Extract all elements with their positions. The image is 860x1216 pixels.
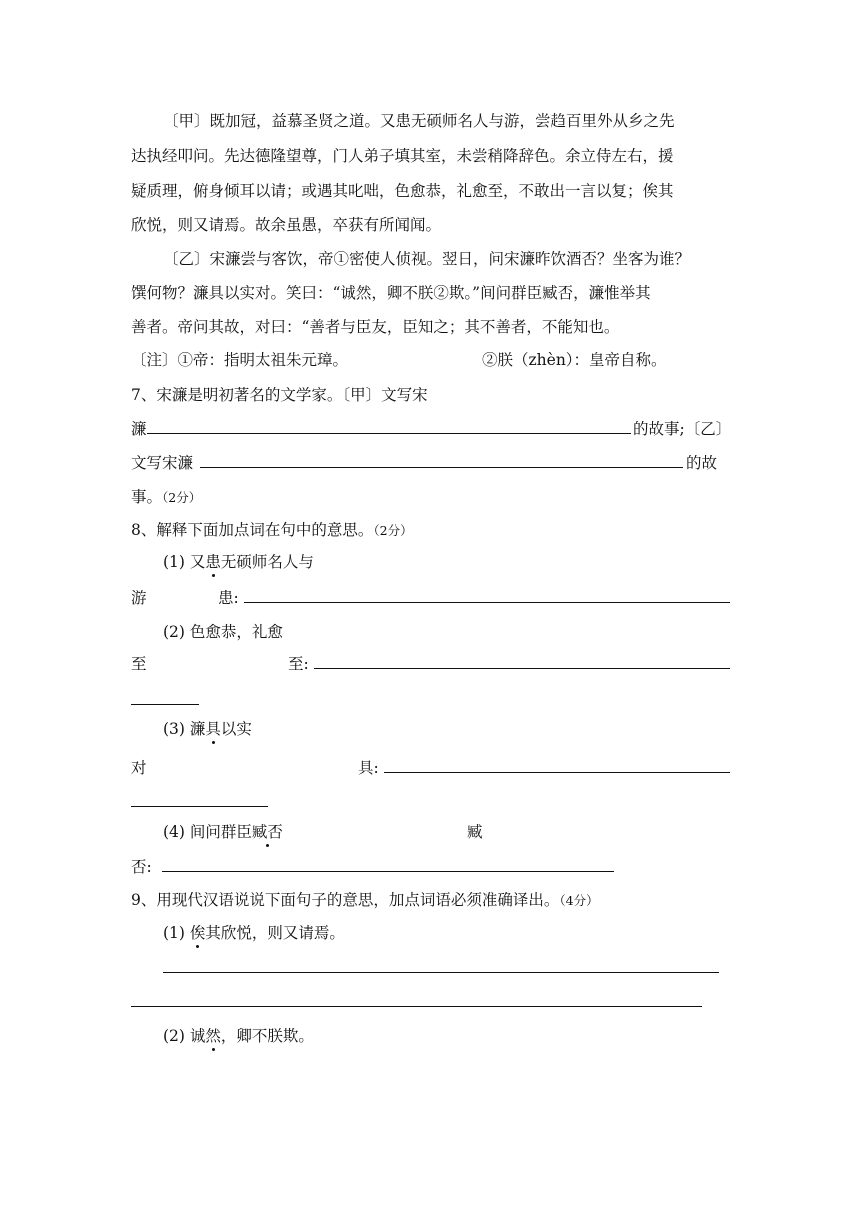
q8-item-3-blank-cont[interactable] — [131, 806, 268, 807]
q9-item-2-dotted: 然 — [205, 1024, 221, 1046]
q8-title — [131, 518, 413, 540]
q8-points: （2分） — [373, 523, 413, 538]
q8-item-1-label: 患: — [218, 589, 239, 607]
q9-item-1-dotted: 俟 — [190, 921, 206, 943]
q8-item-3-post: 以实 — [220, 720, 252, 738]
q8-item-2-blank-cont[interactable] — [131, 704, 199, 705]
q7-line-3-start: 文写宋濂 — [131, 454, 194, 472]
q7-line-4 — [131, 485, 201, 507]
q8-item-2-blank[interactable] — [314, 668, 730, 669]
q8-item-2-label: 至: — [288, 655, 309, 673]
q9-title-text: 9、用现代汉语说说下面句子的意思，加点词语必须准确译出。 — [131, 891, 560, 909]
q8-item-3 — [163, 717, 252, 739]
q9-item-2-pre: (2) 诚 — [163, 1027, 206, 1045]
q8-item-1 — [163, 550, 314, 572]
q9-item-1-blank-cont[interactable] — [131, 1006, 702, 1007]
q9-item-1-post: 其欣悦，则又请焉。 — [205, 924, 345, 942]
passage-yi-line-3: 善者。帝问其故，对曰：“善者与臣友，臣知之；其不善者，不能知也。 — [131, 318, 620, 336]
q7-points: （2分） — [162, 490, 202, 505]
q8-item-1-blank[interactable] — [244, 602, 730, 603]
q9-item-2-post: ，卿不朕欺。 — [220, 1027, 314, 1045]
q9-points: （4分） — [559, 893, 599, 908]
q8-item-3-blank[interactable] — [384, 772, 730, 773]
q8-item-4-label: 臧 — [467, 823, 483, 841]
q9-item-1 — [163, 921, 345, 943]
q8-item-1-pre: (1) 又 — [163, 553, 206, 571]
passage-yi-line-1: 〔乙〕宋濂尝与客饮，帝①密使人侦视。翌日，问宋濂昨饮酒否？坐客为谁？ — [163, 250, 691, 268]
q8-item-1-post: 无硕师名人与 — [220, 553, 314, 571]
passage-yi-line-2: 馔何物？濂具以实对。笑曰：“诚然，卿不朕②欺。”间问群臣臧否，濂惟举其 — [131, 284, 651, 302]
q8-item-3-pre: (3) 濂 — [163, 720, 206, 738]
q7-line-3-end: 的故 — [686, 454, 718, 472]
q9-title — [131, 888, 599, 910]
q9-item-2 — [163, 1024, 314, 1046]
passage-jia-line-2: 达执经叩问。先达德隆望尊，门人弟子填其室，未尝稍降辞色。余立侍左右，援 — [131, 147, 674, 165]
q8-item-3-cont: 对 — [131, 759, 147, 777]
q7-line-1: 7、宋濂是明初著名的文学家。〔甲〕文写宋 — [131, 386, 428, 404]
q8-item-2: (2) 色愈恭，礼愈 — [163, 623, 283, 641]
q8-item-4 — [163, 820, 283, 842]
passage-jia-line-3: 疑质理，俯身倾耳以请；或遇其叱咄，色愈恭，礼愈至，不敢出一言以复；俟其 — [131, 182, 674, 200]
q8-item-4-dotted: 臧否 — [252, 820, 283, 842]
passage-jia-line-1: 〔甲〕既加冠，益慕圣贤之道。又患无硕师名人与游，尝趋百里外从乡之先 — [163, 112, 675, 130]
q8-item-3-dotted: 具 — [205, 717, 221, 739]
q7-line-4-text: 事。 — [131, 488, 163, 506]
q9-item-1-blank[interactable] — [163, 972, 719, 973]
passage-jia-line-4: 欣悦，则又请焉。故余虽愚，卒获有所闻闻。 — [131, 216, 442, 234]
q8-item-1-cont: 游 — [131, 589, 147, 607]
q8-item-3-label: 具: — [358, 759, 379, 777]
q8-item-2-cont: 至 — [131, 655, 147, 673]
q8-item-4-blank[interactable] — [162, 871, 614, 872]
note-2: ②朕（zhèn）：皇帝自称。 — [482, 351, 667, 369]
q7-line-2-end: 的故事;〔乙〕 — [633, 420, 732, 438]
q9-item-1-pre: (1) — [163, 924, 190, 942]
note-1: 〔注〕①帝：指明太祖朱元璋。 — [131, 351, 349, 369]
q8-title-text: 8、解释下面加点词在句中的意思。 — [131, 521, 374, 539]
q8-item-4-pre: (4) 间问群臣 — [163, 823, 252, 841]
q7-answer-blank-1[interactable] — [147, 433, 631, 434]
q8-item-4-cont: 否: — [131, 858, 152, 876]
q7-answer-blank-2[interactable] — [200, 467, 683, 468]
q8-item-1-dotted: 患 — [205, 550, 221, 572]
q7-line-2-start: 濂 — [131, 420, 147, 438]
